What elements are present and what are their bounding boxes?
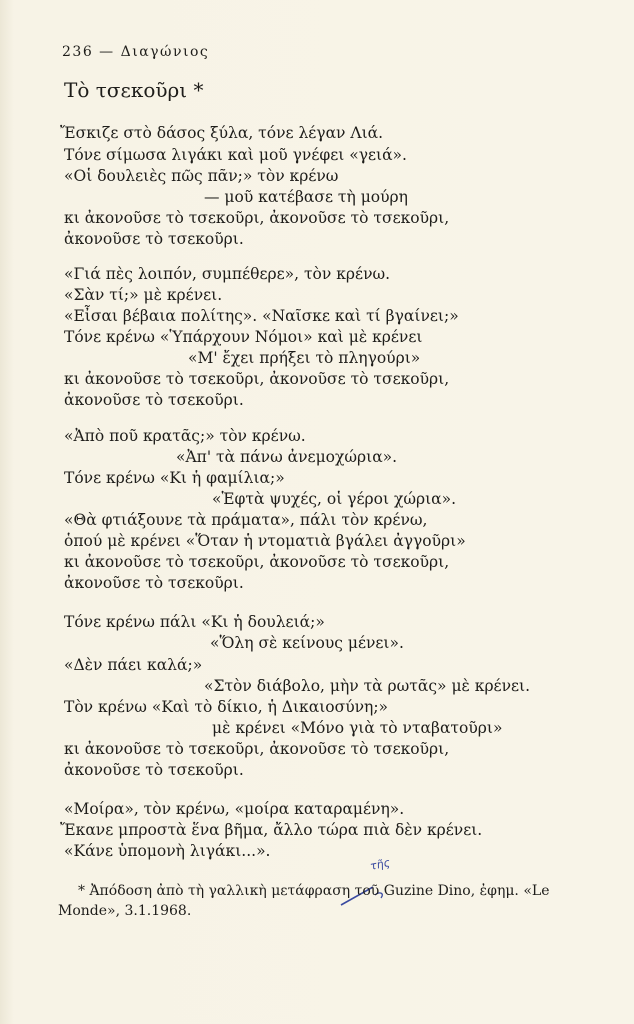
poem-line: — μοῦ κατέβασε τὴ μούρη <box>204 188 408 206</box>
poem-line: κι ἀκονοῦσε τὸ τσεκοῦρι, ἀκονοῦσε τὸ τσεκοῦρι, <box>64 553 450 571</box>
poem-line: Τόνε κρένω πάλι «Κι ἡ δουλειά;» <box>64 613 325 631</box>
handwritten-correction: τῆς <box>368 856 392 873</box>
poem-line: «Μοίρα», τὸν κρένω, «μοίρα καταραμένη». <box>64 800 405 818</box>
poem-line: ἀκονοῦσε τὸ τσεκοῦρι. <box>64 391 244 409</box>
footnote-line: Monde», 3.1.1968. <box>58 903 192 919</box>
poem-line: «Μ' ἔχει πρήξει τὸ πληγούρι» <box>188 349 421 367</box>
poem-line: «Εἶσαι βέβαια πολίτης». «Ναῖσκε καὶ τί βγαίνει;» <box>64 307 459 325</box>
poem-line: Τὸν κρένω «Καὶ τὸ δίκιο, ἡ Δικαιοσύνη;» <box>64 698 389 716</box>
poem-line: Ἔκανε μπροστὰ ἕνα βῆμα, ἄλλο τώρα πιὰ δὲν κρένει. <box>60 821 483 839</box>
poem-line: ὁπού μὲ κρένει «Ὅταν ἡ ντοματιὰ βγάλει ἀγγοῦρι» <box>64 532 466 550</box>
footnote-line: * Ἀπόδοση ἀπὸ τὴ γαλλικὴ μετάφραση τοῦ Guzine Dino, ἐφημ. «Le <box>78 883 550 899</box>
poem-line: «Δὲν πάει καλά;» <box>64 656 203 674</box>
poem-line: Τόνε κρένω «Κι ἡ φαμίλια;» <box>64 469 285 487</box>
poem-line: «Ἑφτὰ ψυχές, οἱ γέροι χώρια». <box>212 490 457 508</box>
page-header: 236 — Διαγώνιος <box>62 44 210 60</box>
poem-line: «Κάνε ὑπομονὴ λιγάκι...». <box>64 842 271 860</box>
poem-line: «Γιά πὲς λοιπόν, συμπέθερε», τὸν κρένω. <box>64 265 391 283</box>
poem-line: «Ἀπὸ ποῦ κρατᾶς;» τὸν κρένω. <box>64 427 306 445</box>
poem-line: «Σὰν τί;» μὲ κρένει. <box>64 286 223 304</box>
poem-line: «Οἱ δουλειὲς πῶς πᾶν;» τὸν κρένω <box>64 167 339 185</box>
poem-title: Τὸ τσεκοῦρι * <box>64 78 204 102</box>
poem-line: κι ἀκονοῦσε τὸ τσεκοῦρι, ἀκονοῦσε τὸ τσεκοῦρι, <box>64 370 450 388</box>
poem-line: ἀκονοῦσε τὸ τσεκοῦρι. <box>64 761 244 779</box>
poem-line: «Ἀπ' τὰ πάνω ἀνεμοχώρια». <box>176 448 398 466</box>
poem-line: κι ἀκονοῦσε τὸ τσεκοῦρι, ἀκονοῦσε τὸ τσεκοῦρι, <box>64 740 450 758</box>
poem-line: κι ἀκονοῦσε τὸ τσεκοῦρι, ἀκονοῦσε τὸ τσεκοῦρι, <box>64 209 450 227</box>
poem-line: «Θὰ φτιάξουνε τὰ πράματα», πάλι τὸν κρένω, <box>64 511 428 529</box>
poem-line: «Ὅλη σὲ κείνους μένει». <box>210 634 404 652</box>
poem-line: Τόνε σίμωσα λιγάκι καὶ μοῦ γνέφει «γειά». <box>64 146 407 164</box>
poem-line: «Στὸν διάβολο, μὴν τὰ ρωτᾶς» μὲ κρένει. <box>204 677 531 695</box>
poem-line: μὲ κρένει «Μόνο γιὰ τὸ νταβατοῦρι» <box>212 719 503 737</box>
poem-line: Ἔσκιζε στὸ δάσος ξύλα, τόνε λέγαν Λιά. <box>60 124 384 142</box>
poem-line: ἀκονοῦσε τὸ τσεκοῦρι. <box>64 230 244 248</box>
poem-line: ἀκονοῦσε τὸ τσεκοῦρι. <box>64 574 244 592</box>
poem-line: Τόνε κρένω «Ὑπάρχουν Νόμοι» καὶ μὲ κρένει <box>64 328 423 346</box>
